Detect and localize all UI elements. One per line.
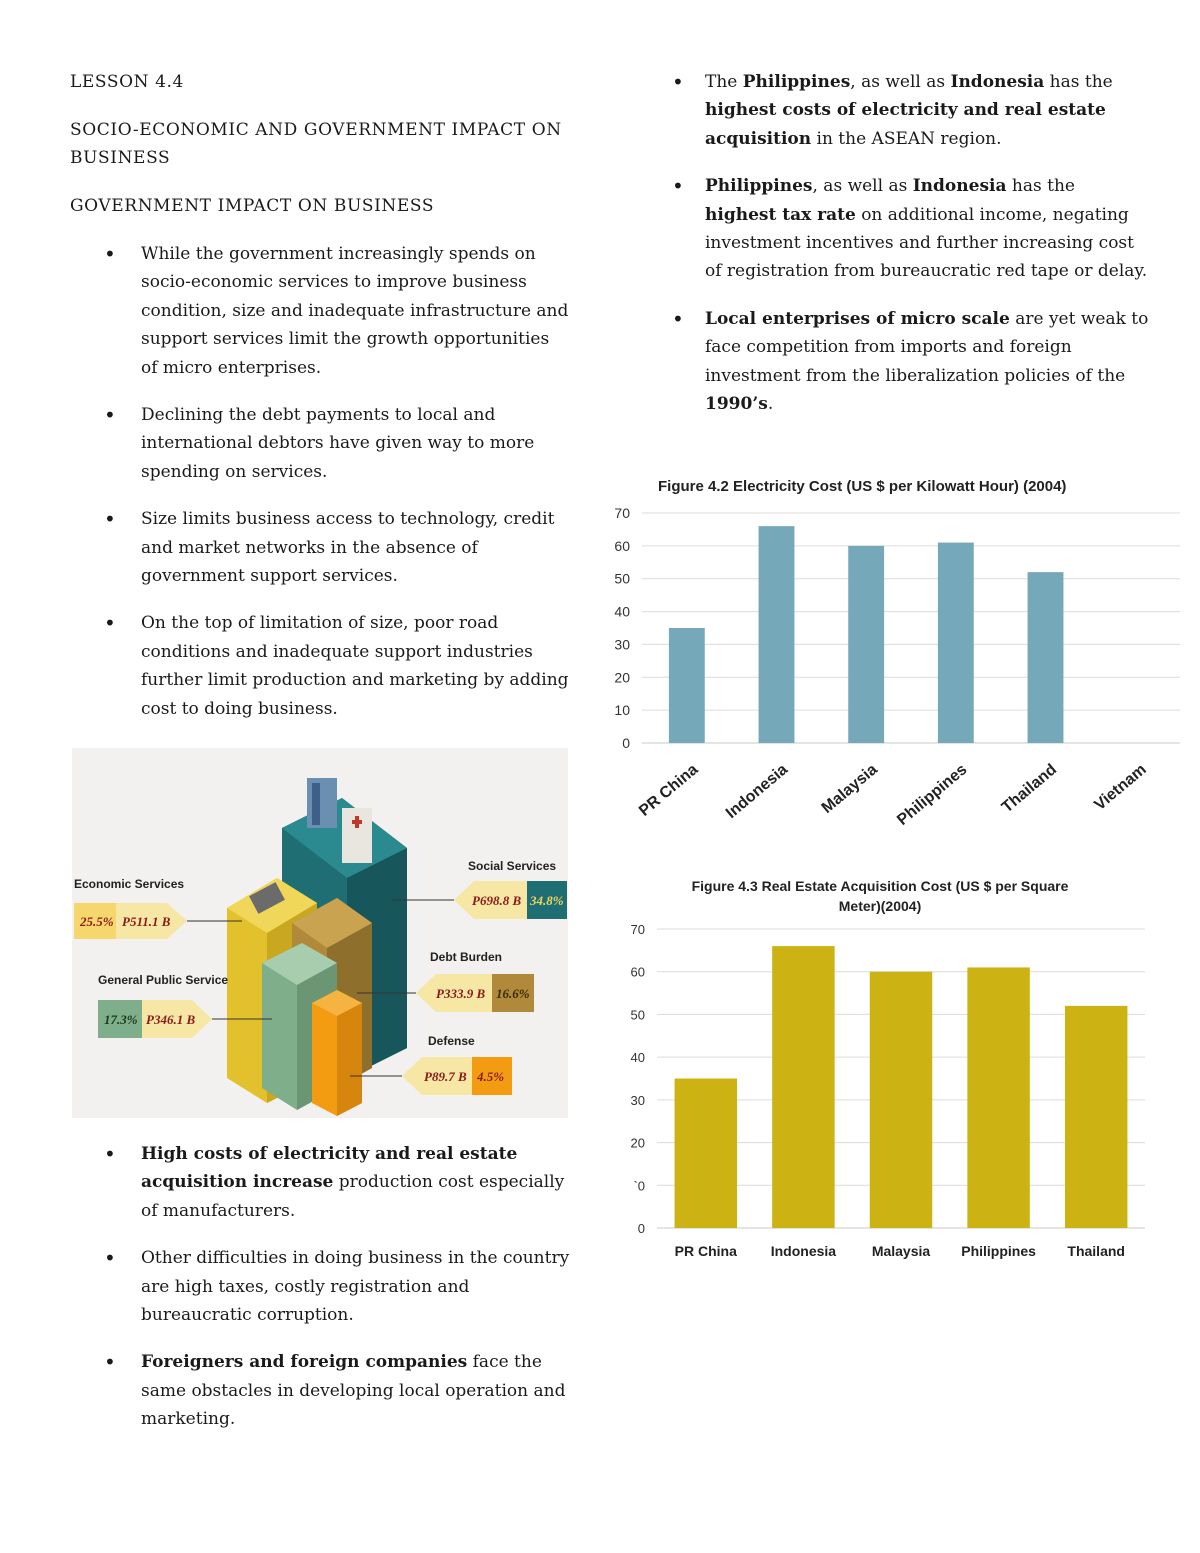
right-column (640, 68, 1150, 437)
y-tick-label: 0 (637, 1221, 645, 1236)
chart-title: Figure 4.3 Real Estate Acquisition Cost (US $ per Square Meter)(2004) (691, 878, 1069, 914)
x-tick-label: PR China (674, 1243, 737, 1259)
economic-services-amount: P511.1 B (122, 914, 171, 929)
real-estate-cost-chart-svg (600, 876, 1160, 1276)
social-services-amount: P698.8 B (472, 893, 522, 908)
social-services-pct: 34.8% (530, 893, 564, 908)
books-icon (307, 778, 337, 828)
y-tick-label: 20 (614, 669, 630, 686)
bar (967, 967, 1029, 1228)
x-tick-label: Philippines (894, 761, 971, 829)
debt-burden-label: Debt Burden (430, 950, 502, 964)
y-tick-label: 0 (622, 735, 630, 751)
lesson-title: SOCIO-ECONOMIC AND GOVERNMENT IMPACT ON BUSINESS (70, 120, 562, 168)
y-tick-label: `0 (633, 1178, 645, 1194)
economic-services-pct: 25.5% (80, 914, 114, 929)
y-tick-label: 30 (614, 636, 630, 653)
general-public-service-label: General Public Service (98, 973, 229, 987)
bar (938, 543, 974, 743)
list-item: • On the top of limitation of size, poor road conditions and inadequate support industries further limit production and marketing by adding cost to doing business. (70, 609, 570, 723)
bar (848, 546, 884, 743)
debt-burden-amount: P333.9 B (436, 986, 486, 1001)
x-tick-label: Malaysia (818, 761, 881, 817)
real-estate-cost-chart (600, 876, 1160, 1276)
electricity-cost-chart (600, 478, 1190, 858)
general-public-service-amount: P346.1 B (146, 1012, 196, 1027)
left-column-bottom (70, 1140, 570, 1453)
bar (1065, 1006, 1127, 1228)
y-tick-label: 20 (630, 1135, 645, 1151)
list-item: • High costs of electricity and real estate acquisition increase production cost especially of manufacturers. (70, 1140, 570, 1225)
list-item: • The Philippines, as well as Indonesia has the highest costs of electricity and real estate acquisition in the ASEAN region. (640, 68, 1150, 153)
budget-infographic (72, 748, 568, 1118)
y-tick-label: 50 (614, 570, 630, 587)
x-tick-label: Indonesia (770, 1243, 837, 1259)
x-tick-label: Vietnam (1091, 761, 1150, 814)
bar (675, 1079, 737, 1229)
x-tick-label: Philippines (961, 1243, 1036, 1259)
list-item: • Foreigners and foreign companies face the same obstacles in developing local operation and marketing. (70, 1348, 570, 1433)
defense-pct: 4.5% (477, 1069, 505, 1084)
bar (1028, 572, 1064, 743)
list-item: • Philippines, as well as Indonesia has the highest tax rate on additional income, negating investment incentives and further increasing cost of registration from bureaucratic red tape or delay. (640, 172, 1150, 286)
bar (759, 526, 795, 743)
x-tick-label: Thailand (1067, 1243, 1125, 1259)
list-item: • Declining the debt payments to local and international debtors have given way to more spending on services. (70, 401, 570, 486)
social-services-label: Social Services (468, 859, 557, 873)
x-tick-label: PR China (635, 761, 702, 820)
defense-amount: P89.7 B (424, 1069, 467, 1084)
defense-label: Defense (428, 1034, 475, 1048)
list-item: • Local enterprises of micro scale are yet weak to face competition from imports and foreign investment from the liberalization policies of the 1990’s. (640, 305, 1150, 419)
left-column (70, 68, 570, 742)
economic-services-label: Economic Services (74, 877, 185, 891)
lesson-number: LESSON 4.4 (70, 72, 184, 92)
bar (669, 628, 705, 743)
list-item: • Size limits business access to technology, credit and market networks in the absence of government support services. (70, 505, 570, 590)
x-tick-label: Thailand (998, 761, 1061, 817)
debt-burden-pct: 16.6% (496, 986, 530, 1001)
list-item: • While the government increasingly spends on socio-economic services to improve business condition, size and inadequate infrastructure and support services limit the growth opportunities of micro enterprises. (70, 240, 570, 382)
y-tick-label: 60 (614, 537, 630, 554)
bar (772, 946, 834, 1228)
bar (870, 972, 932, 1228)
section-heading: GOVERNMENT IMPACT ON BUSINESS (70, 196, 435, 216)
bullet-list-bottom (70, 1140, 570, 1434)
y-tick-label: 70 (630, 922, 645, 937)
budget-infographic-illustration (72, 748, 568, 1118)
bullet-list-right (640, 68, 1150, 418)
x-tick-label: Malaysia (871, 1243, 931, 1259)
y-tick-label: 40 (630, 1050, 645, 1066)
x-tick-label: Indonesia (722, 761, 792, 823)
y-tick-label: 30 (630, 1092, 645, 1108)
y-tick-label: 10 (614, 702, 630, 719)
y-tick-label: 40 (614, 603, 630, 620)
electricity-cost-chart-svg (600, 478, 1190, 858)
chart-title: Figure 4.2 Electricity Cost (US $ per Kilowatt Hour) (2004) (658, 478, 1067, 495)
y-tick-label: 70 (614, 505, 630, 521)
list-item: • Other difficulties in doing business in the country are high taxes, costly registration and bureaucratic corruption. (70, 1244, 570, 1329)
y-tick-label: 60 (630, 964, 645, 980)
y-tick-label: 50 (630, 1007, 645, 1023)
general-public-service-pct: 17.3% (104, 1012, 138, 1027)
bullet-list-top (70, 240, 570, 723)
